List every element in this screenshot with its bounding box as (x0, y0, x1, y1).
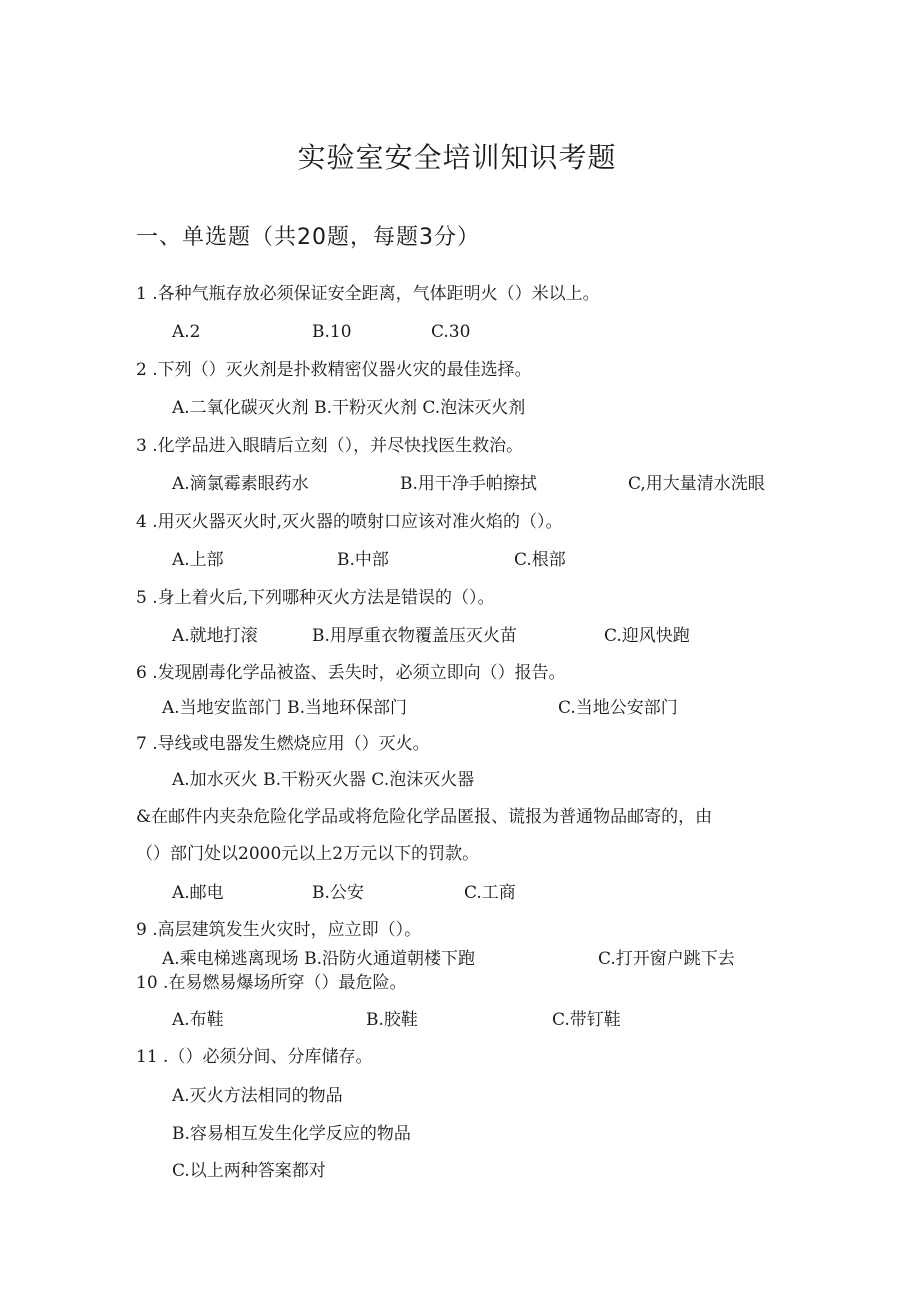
q5-option-b: B.用厚重衣物覆盖压灭火苗 (312, 626, 517, 646)
q3-option-a: A.滴氯霉素眼药水 (172, 474, 309, 494)
q5-option-a: A.就地打滚 (172, 626, 258, 646)
q8-option-b: B.公安 (312, 883, 364, 903)
question-3: 3 .化学品进入眼睛后立刻（），并尽快找医生救治。 (136, 436, 524, 456)
question-9: 9 .高层建筑发生火灾时，应立即（）。 (136, 920, 422, 940)
q7-options: A.加水灭火 B.干粉灭火器 C.泡沫灭火器 (172, 770, 475, 790)
q6-option-c: C.当地公安部门 (558, 698, 678, 718)
q6-options-ab: A.当地安监部门 B.当地环保部门 (162, 698, 407, 718)
q10-option-c: C.带钉鞋 (552, 1010, 621, 1030)
q5-option-c: C.迎风快跑 (604, 626, 690, 646)
q3-option-b: B.用干净手帕擦拭 (400, 474, 537, 494)
q8-option-c: C.工商 (464, 883, 516, 903)
page-title: 实验室安全培训知识考题 (297, 141, 617, 174)
q3-option-c: C,用大量清水洗眼 (628, 474, 765, 494)
question-7: 7 .导线或电器发生燃烧应用（）灭火。 (136, 734, 430, 754)
q9-option-c: C.打开窗户跳下去 (598, 949, 735, 969)
question-1: 1 .各种气瓶存放必须保证安全距离，气体距明火（）米以上。 (136, 284, 600, 304)
section-heading: 一、单选题（共20题，每题3分） (136, 225, 480, 250)
q9-options-ab: A.乘电梯逃离现场 B.沿防火通道朝楼下跑 (162, 949, 475, 969)
q4-option-c: C.根部 (514, 550, 566, 570)
question-8: &在邮件内夹杂危险化学品或将危险化学品匿报、谎报为普通物品邮寄的，由 (136, 807, 713, 827)
q2-options: A.二氧化碳灭火剂 B.干粉灭火剂 C.泡沫灭火剂 (172, 398, 526, 418)
question-11: 11 .（）必须分间、分库储存。 (136, 1047, 373, 1067)
question-6: 6 .发现剧毒化学品被盗、丢失时，必须立即向（）报告。 (136, 663, 566, 683)
q1-option-b: B.10 (312, 322, 352, 342)
question-4: 4 .用灭火器灭火时,灭火器的喷射口应该对准火焰的（）。 (136, 512, 563, 532)
q11-option-a: A.灭火方法相同的物品 (172, 1086, 343, 1106)
q11-option-b: B.容易相互发生化学反应的物品 (172, 1124, 411, 1144)
question-8-continued: （）部门处以2000元以上2万元以下的罚款。 (136, 844, 480, 864)
q11-option-c: C.以上两种答案都对 (172, 1161, 326, 1181)
question-2: 2 .下列（）灭火剂是扑救精密仪器火灾的最佳选择。 (136, 360, 532, 380)
q8-option-a: A.邮电 (172, 883, 224, 903)
q10-option-a: A.布鞋 (172, 1010, 224, 1030)
q1-option-a: A.2 (172, 322, 201, 342)
question-10: 10 .在易燃易爆场所穿（）最危险。 (136, 973, 407, 993)
q4-option-b: B.中部 (337, 550, 389, 570)
q10-option-b: B.胶鞋 (366, 1010, 418, 1030)
question-5: 5 .身上着火后,下列哪种灭火方法是错误的（）。 (136, 588, 495, 608)
q1-option-c: C.30 (431, 322, 471, 342)
q4-option-a: A.上部 (172, 550, 224, 570)
